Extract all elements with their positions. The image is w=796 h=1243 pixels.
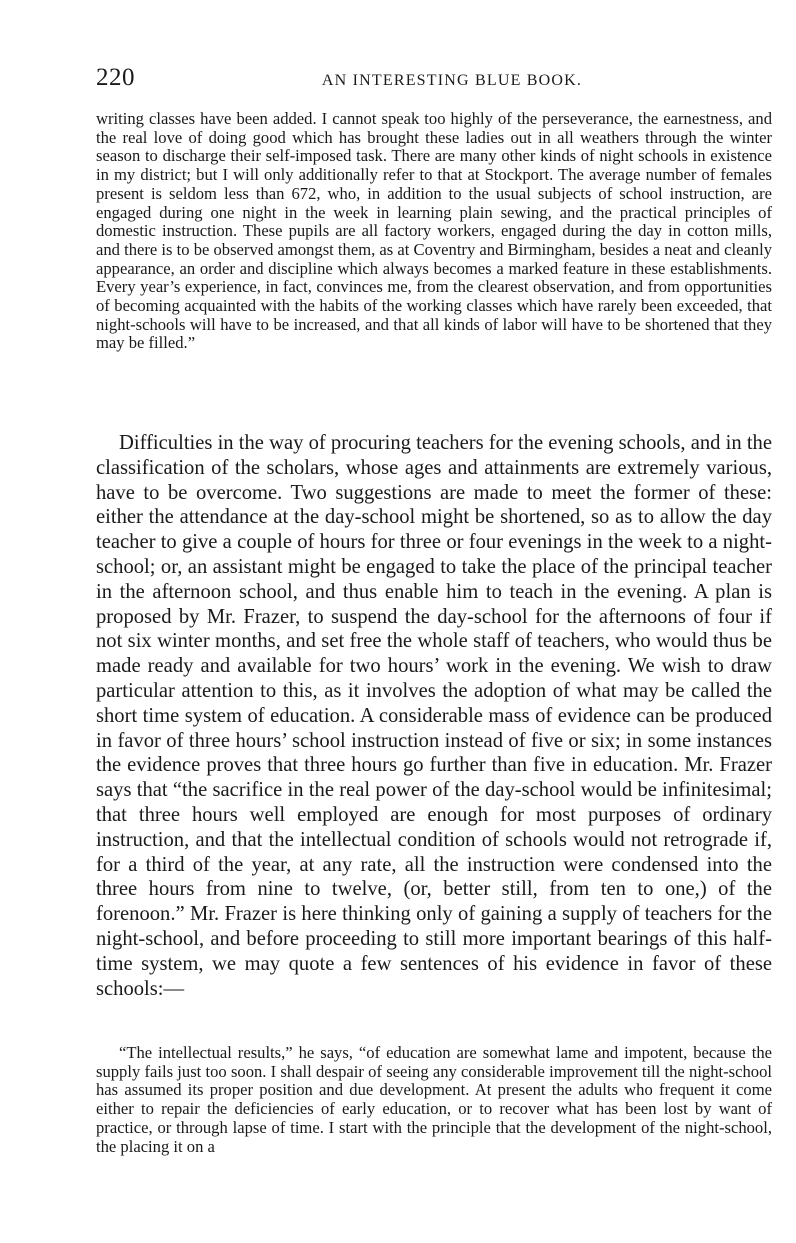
page-number: 220 bbox=[96, 64, 135, 91]
quoted-paragraph-continued: writing classes have been added. I cannot speak too highly of the perseverance, the earnestness, and the real love of doing good which has brought these ladies out in all weathers through the winter season to discharge their self-imposed task. There are many other kinds of night schools in existence in my district; but I will only additionally refer to that at Stockport. The average number of females present is seldom less than 672, who, in addition to the usual subjects of school instruction, are engaged during one night in the week in learning plain sewing, and the practical principles of domestic instruction. These pupils are all factory workers, engaged during the day in cotton mills, and there is to be observed amongst them, as at Coventry and Birmingham, besides a neat and cleanly appearance, an order and discipline which always becomes a marked feature in these establishments. Every year’s experience, in fact, convinces me, from the clearest observation, and from opportunities of becoming acquainted with the habits of the working classes which have rarely been exceeded, that night-schools will have to be increased, and that all kinds of labor will have to be shortened that they may be filled.” bbox=[96, 109, 773, 353]
running-title: AN INTERESTING BLUE BOOK. bbox=[321, 72, 583, 89]
body-paragraph: Difficulties in the way of procuring teachers for the evening schools, and in the classification of the scholars, whose ages and attainments are extremely various, have to be overcome. Two suggestions are made to meet the former of these: either the attendance at the day-school might be shortened, so as to allow the day teacher to give a couple of hours for three or four evenings in the week to a night-school; or, an assistant might be engaged to take the place of the principal teacher in the afternoon school, and thus enable him to teach in the evening. A plan is proposed by Mr. Frazer, to suspend the day-school for the afternoons of four if not six winter months, and set free the whole staff of teachers, who would thus be made ready and available for two hours’ work in the evening. We wish to draw particular attention to this, as it involves the adoption of what may be called the short time system of education. A considerable mass of evidence can be produced in favor of three hours’ school instruction instead of five or six; in some instances the evidence proves that three hours go further than five in education. Mr. Frazer says that “the sacrifice in the real power of the day-school would be infinitesimal; that three hours well employed are enough for most purposes of ordinary instruction, and that the intellectual condition of schools would not retrograde if, for a third of the year, at any rate, all the instruction were condensed into the three hours from nine to twelve, (or, better still, from ten to one,) of the forenoon.” Mr. Frazer is here thinking only of gaining a supply of teachers for the night-school, and before proceeding to still more important bearings of this half-time system, we may quote a few sentences of his evidence in favor of these schools:— bbox=[96, 432, 772, 1000]
quoted-paragraph-start: “The intellectual results,” he says, “of education are somewhat lame and impotent, because the supply fails just too soon. I shall despair of seeing any considerable improvement till the night-school has assumed its proper position and due development. At present the adults who frequent it come either to repair the deficiencies of early education, or to recover what has been lost by want of practice, or through lapse of time. I start with the principle that the development of the night-school, the placing it on a bbox=[96, 1043, 772, 1156]
page-header bbox=[96, 64, 778, 94]
